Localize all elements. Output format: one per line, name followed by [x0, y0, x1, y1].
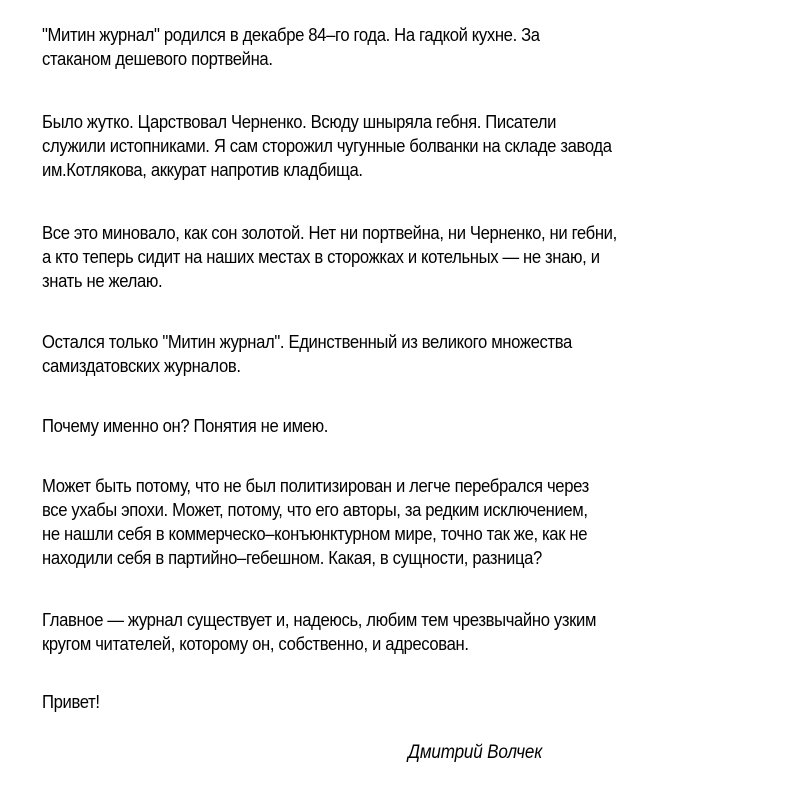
- paragraph-survivor: [42, 330, 699, 378]
- text-line: все ухабы эпохи. Может, потому, что его авторы, за редким исключением,: [42, 499, 588, 520]
- text-line: знать не желаю.: [42, 270, 163, 291]
- text-line: им.Котлякова, аккурат напротив кладбища.: [42, 159, 363, 180]
- text-line: находили себя в партийно–гебешном. Какая, в сущности, разница?: [42, 547, 542, 568]
- paragraph-era: [42, 110, 699, 182]
- text-line: самиздатовских журналов.: [42, 355, 241, 376]
- text-line: Почему именно он? Понятия не имею.: [42, 415, 328, 436]
- paragraph-founding: [42, 23, 699, 71]
- text-line: Остался только "Митин журнал". Единственный из великого множества: [42, 331, 572, 352]
- paragraph-main-point: [42, 608, 699, 656]
- text-line: стаканом дешевого портвейна.: [42, 48, 273, 69]
- paragraph-greeting: [42, 690, 699, 714]
- text-line: Главное — журнал существует и, надеюсь, любим тем чрезвычайно узким: [42, 609, 597, 630]
- text-line: "Митин журнал" родился в декабре 84–го года. На гадкой кухне. За: [42, 24, 540, 45]
- text-line: Все это миновало, как сон золотой. Нет ни портвейна, ни Черненко, ни гебни,: [42, 222, 617, 243]
- text-line: а кто теперь сидит на наших местах в сторожках и котельных — не знаю, и: [42, 246, 600, 267]
- text-line: Было жутко. Царствовал Черненко. Всюду шныряла гебня. Писатели: [42, 111, 557, 132]
- paragraph-question: [42, 414, 699, 438]
- text-line: не нашли себя в коммерческо–конъюнктурном мире, точно так же, как не: [42, 523, 588, 544]
- author-signature: Дмитрий Волчек: [408, 742, 543, 763]
- text-line: кругом читателей, которому он, собственно, и адресован.: [42, 633, 469, 654]
- text-line: Может быть потому, что не был политизирован и легче перебрался через: [42, 475, 589, 496]
- paragraph-past: [42, 221, 699, 293]
- text-line: служили истопниками. Я сам сторожил чугунные болванки на складе завода: [42, 135, 612, 156]
- paragraph-reasons: [42, 474, 699, 570]
- text-line: Привет!: [42, 691, 100, 712]
